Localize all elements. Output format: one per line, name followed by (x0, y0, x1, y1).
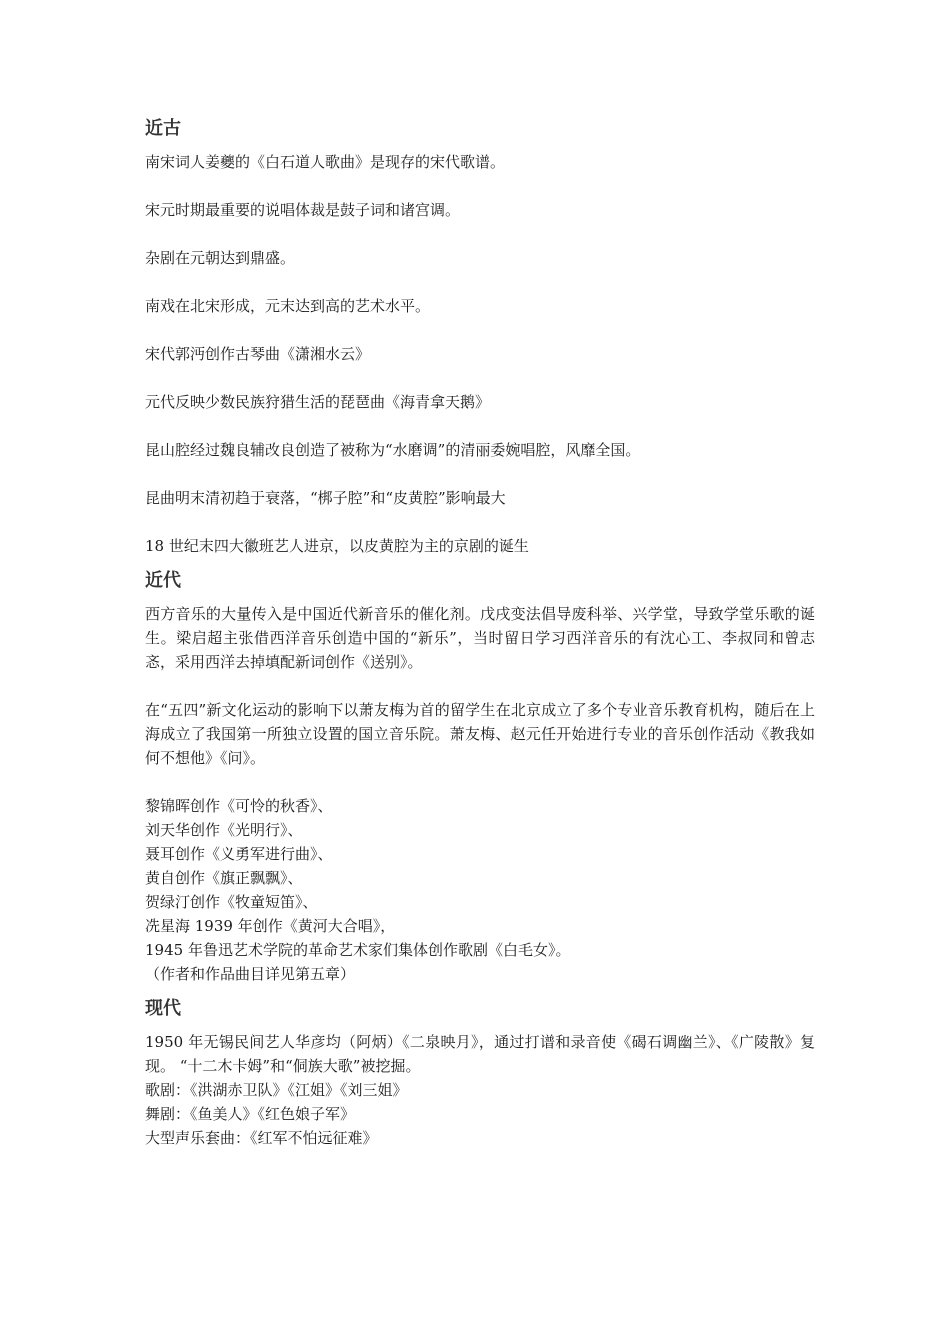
document-page (145, 116, 815, 1150)
ancient-item-4: 南戏在北宋形成，元末达到高的艺术水平。 (145, 297, 431, 315)
ancient-item-9: 18 世纪末四大徽班艺人进京，以皮黄腔为主的京剧的诞生 (145, 537, 529, 555)
ancient-item-7: 昆山腔经过魏良辅改良创造了被称为“水磨调”的清丽委婉唱腔，风靡全国。 (145, 441, 641, 459)
ancient-item-3: 杂剧在元朝达到鼎盛。 (145, 249, 296, 267)
ancient-item-2: 宋元时期最重要的说唱体裁是鼓子词和诸宫调。 (145, 201, 461, 219)
section-heading-modern: 近代 (145, 570, 181, 591)
ancient-item-1: 南宋词人姜夔的《白石道人歌曲》是现存的宋代歌谱。 (145, 153, 506, 171)
contemporary-line-2: 歌剧：《洪湖赤卫队》《江姐》《刘三姐》 (145, 1081, 408, 1099)
ancient-item-5: 宋代郭沔创作古琴曲《潇湘水云》 (145, 345, 371, 363)
works-line-5: 贺绿汀创作《牧童短笛》、 (145, 893, 318, 911)
contemporary-line-1: 1950 年无锡民间艺人华彦均（阿炳）《二泉映月》，通过打谱和录音使《碣石调幽兰》、《广陵散》复现。 “十二木卡姆”和“侗族大歌”被挖掘。 (145, 1033, 815, 1075)
works-line-2: 刘天华创作《光明行》、 (145, 821, 303, 839)
section-heading-ancient: 近古 (145, 118, 181, 139)
works-line-6: 冼星海 1939 年创作《黄河大合唱》， (145, 917, 396, 935)
contemporary-line-3: 舞剧：《鱼美人》《红色娘子军》 (145, 1105, 356, 1123)
works-line-4: 黄自创作《旗正飘飘》、 (145, 869, 303, 887)
contemporary-list (145, 1030, 815, 1150)
works-line-8: （作者和作品曲目详见第五章） (145, 965, 356, 983)
section-heading-contemporary: 现代 (145, 998, 181, 1019)
works-line-1: 黎锦晖创作《可怜的秋香》、 (145, 797, 333, 815)
contemporary-line-4: 大型声乐套曲：《红军不怕远征难》 (145, 1129, 378, 1147)
works-line-3: 聂耳创作《义勇军进行曲》、 (145, 845, 333, 863)
ancient-item-6: 元代反映少数民族狩猎生活的琵琶曲《海青拿天鹅》 (145, 393, 491, 411)
modern-paragraph-2: 在“五四”新文化运动的影响下以萧友梅为首的留学生在北京成立了多个专业音乐教育机构，随后在上海成立了我国第一所独立设置的国立音乐院。萧友梅、赵元任开始进行专业的音乐创作活动《教我如何不想他》《问》。 (145, 701, 815, 767)
ancient-item-8: 昆曲明末清初趋于衰落，“梆子腔”和“皮黄腔”影响最大 (145, 489, 506, 507)
works-line-7: 1945 年鲁迅艺术学院的革命艺术家们集体创作歌剧《白毛女》。 (145, 941, 571, 959)
modern-works-list (145, 794, 815, 986)
modern-paragraph-1: 西方音乐的大量传入是中国近代新音乐的催化剂。戊戌变法倡导废科举、兴学堂，导致学堂乐歌的诞生。梁启超主张借西洋音乐创造中国的“新乐”，当时留日学习西洋音乐的有沈心工、李叔同和曾志忞，采用西洋去掉填配新词创作《送别》。 (145, 605, 815, 671)
